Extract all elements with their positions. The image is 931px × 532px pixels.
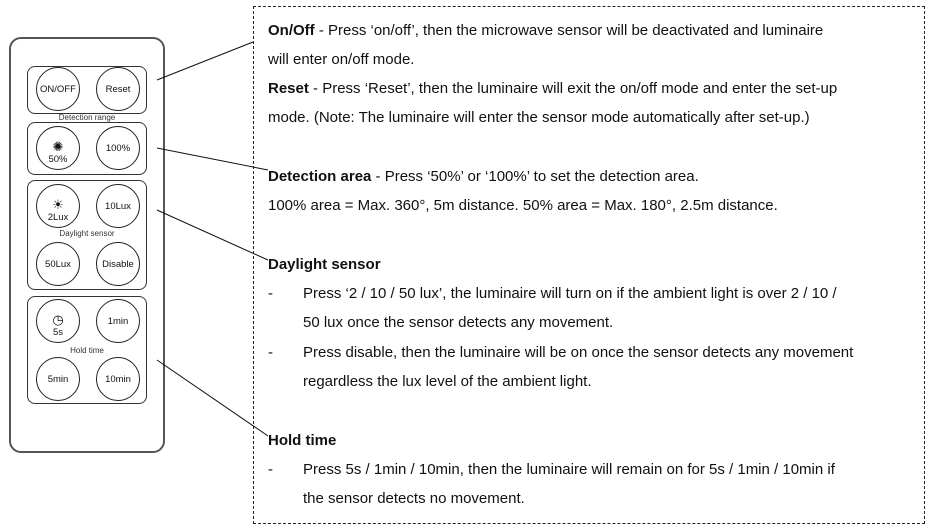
area-line-1 [268, 162, 912, 191]
daylight-bullet-2-line-2: regardless the lux level of the ambient light. [303, 373, 592, 390]
lux-50-button[interactable]: 50Lux [36, 242, 80, 286]
daylight-bullet-1-dash: - [268, 285, 273, 302]
hold-time-label: Hold time [70, 346, 104, 355]
instruction-panel [253, 6, 925, 524]
onoff-text-1: - Press ‘on/off’, then the microwave sensor will be deactivated and luminaire [314, 22, 824, 39]
area-100-button[interactable]: 100% [96, 126, 140, 170]
remote-control [0, 0, 250, 532]
area-title: Detection area [268, 168, 372, 185]
daylight-bullet-1-line-2: 50 lux once the sensor detects any movement. [303, 314, 614, 331]
reset-button[interactable]: Reset [96, 67, 140, 111]
detection-range-label: Detection range [58, 113, 116, 122]
reset-title: Reset [268, 80, 309, 97]
lux-10-button[interactable]: 10Lux [96, 184, 140, 228]
daylight-bullet-2-line-1: Press disable, then the luminaire will be on once the sensor detects any movement [303, 344, 854, 361]
hold-bullet-1-line-2: the sensor detects no movement. [303, 490, 525, 507]
disable-button[interactable]: Disable [96, 242, 140, 286]
hold-bullet-1-line-1: Press 5s / 1min / 10min, then the luminaire will remain on for 5s / 1min / 10min if [303, 461, 835, 478]
area-text-1: - Press ‘50%’ or ‘100%’ to set the detection area. [371, 168, 699, 185]
onoff-line-1 [268, 16, 912, 45]
hold-5s-label: 5s [52, 327, 64, 338]
area-line-2: 100% area = Max. 360°, 5m distance. 50% area = Max. 180°, 2.5m distance. [268, 197, 778, 214]
reset-line-1 [268, 74, 912, 103]
onoff-line-2: will enter on/off mode. [268, 51, 415, 68]
daylight-bullet-1-line-1: Press ‘2 / 10 / 50 lux’, the luminaire will turn on if the ambient light is over 2 / 10 / [303, 285, 837, 302]
area-50-label: 50% [48, 154, 68, 165]
onoff-button[interactable]: ON/OFF [36, 67, 80, 111]
sun-icon: ☀ [52, 197, 64, 212]
lux-2-label: 2Lux [47, 212, 69, 223]
hold-1min-button[interactable]: 1min [96, 299, 140, 343]
hold-5s-button[interactable] [36, 299, 80, 343]
reset-text-1: - Press ‘Reset’, then the luminaire will exit the on/off mode and enter the set-up [308, 80, 838, 97]
area-50-button[interactable] [36, 126, 80, 170]
onoff-title: On/Off [268, 22, 315, 39]
motion-sensor-icon: ✺ [52, 139, 64, 154]
hold-5min-button[interactable]: 5min [36, 357, 80, 401]
clock-icon: ◷ [52, 312, 64, 327]
hold-bullet-1-dash: - [268, 461, 273, 478]
hold-title: Hold time [268, 432, 337, 449]
hold-10min-button[interactable]: 10min [96, 357, 140, 401]
lux-2-button[interactable] [36, 184, 80, 228]
daylight-bullet-2-dash: - [268, 344, 273, 361]
daylight-sensor-label: Daylight sensor [59, 229, 115, 238]
daylight-title: Daylight sensor [268, 256, 381, 273]
reset-line-2: mode. (Note: The luminaire will enter the sensor mode automatically after set-up.) [268, 109, 810, 126]
